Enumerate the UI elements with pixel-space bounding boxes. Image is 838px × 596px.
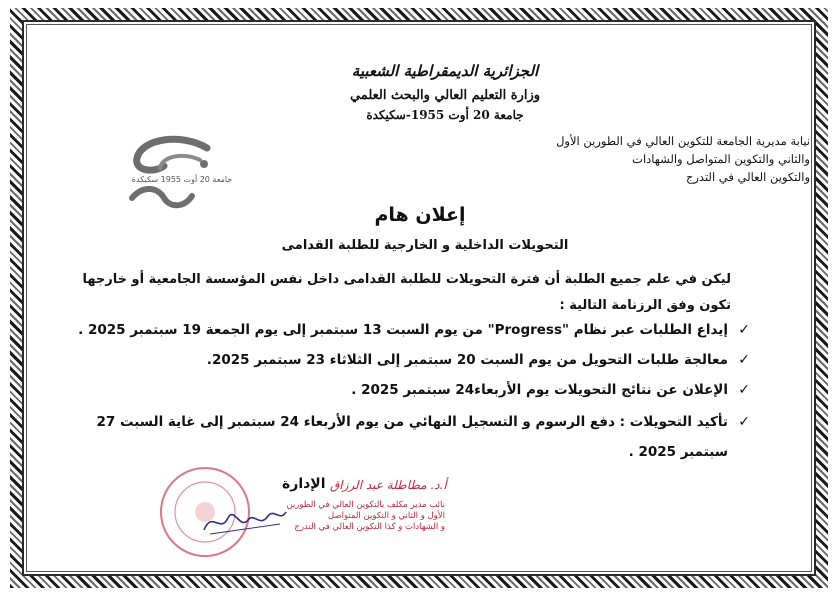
schedule-item (78, 322, 750, 338)
schedule-item (206, 352, 750, 368)
check-icon: ✓ (738, 352, 750, 368)
announcement-subject: التحويلات الداخلية و الخارجية للطلبة القدامى (281, 238, 569, 253)
header-ministry: وزارة التعليم العالي والبحث العلمي (349, 88, 541, 103)
vice-rectorate-line: والثاني والتكوين المتواصل والشهادات (632, 152, 810, 166)
announcement-title: إعلان هام (374, 204, 466, 226)
intro-line: ليكن في علم جميع الطلبة أن فترة التحويلات للطلبة القدامى داخل نفس المؤسسة الجامعية أو خارجها (82, 272, 731, 287)
schedule-item-text: إيداع الطلبات عبر نظام "Progress" من يوم السبت 13 سبتمبر إلى يوم الجمعة 19 سبتمبر 2025 . (78, 322, 728, 338)
vice-rectorate-heading (510, 132, 810, 186)
header-university: جامعة 20 أوت 1955-سكيكدة (366, 108, 524, 122)
vice-rectorate-line: والتكوين العالي في التدرج (685, 170, 810, 184)
university-logo (112, 128, 247, 218)
intro-line: تكون وفق الرزنامة التالية : (559, 298, 731, 313)
schedule-item (351, 382, 750, 398)
schedule-item-text: تأكيد التحويلات : دفع الرسوم و التسجيل النهائي من يوم الأربعاء 24 سبتمبر إلى غاية السبت 27 (96, 414, 728, 430)
check-icon: ✓ (738, 322, 750, 338)
check-icon: ✓ (738, 382, 750, 398)
header-republic: الجزائرية الديمقراطية الشعبية (351, 62, 539, 80)
vice-rectorate-line: نيابة مديرية الجامعة للتكوين العالي في الطورين الأول (556, 134, 810, 148)
signatory-name: أ.د. مطاطلة عبد الرزاق (330, 478, 447, 492)
schedule-item-continuation: سبتمبر 2025 . (628, 444, 728, 460)
stamp-line: نائب مدير مكلف بالتكوين العالي في الطورين (286, 500, 445, 510)
stamp-line: الأول و الثاني و التكوين المتواصل (327, 511, 445, 521)
administration-label: الإدارة (282, 476, 326, 492)
stamp-line: و الشهادات و كذا التكوين العالي في التدرج (294, 522, 445, 532)
schedule-item-text: معالجة طلبات التحويل من يوم السبت 20 سبتمبر إلى الثلاثاء 23 سبتمبر 2025. (206, 352, 728, 368)
schedule-item (96, 414, 750, 430)
check-icon: ✓ (738, 414, 750, 430)
handwritten-signature (200, 500, 290, 540)
stamp-text (270, 500, 445, 533)
schedule-item-text: الإعلان عن نتائج التحويلات يوم الأربعاء24 سبتمبر 2025 . (351, 382, 728, 398)
logo-caption: جامعة 20 أوت 1955 سكيكدة (131, 175, 233, 184)
